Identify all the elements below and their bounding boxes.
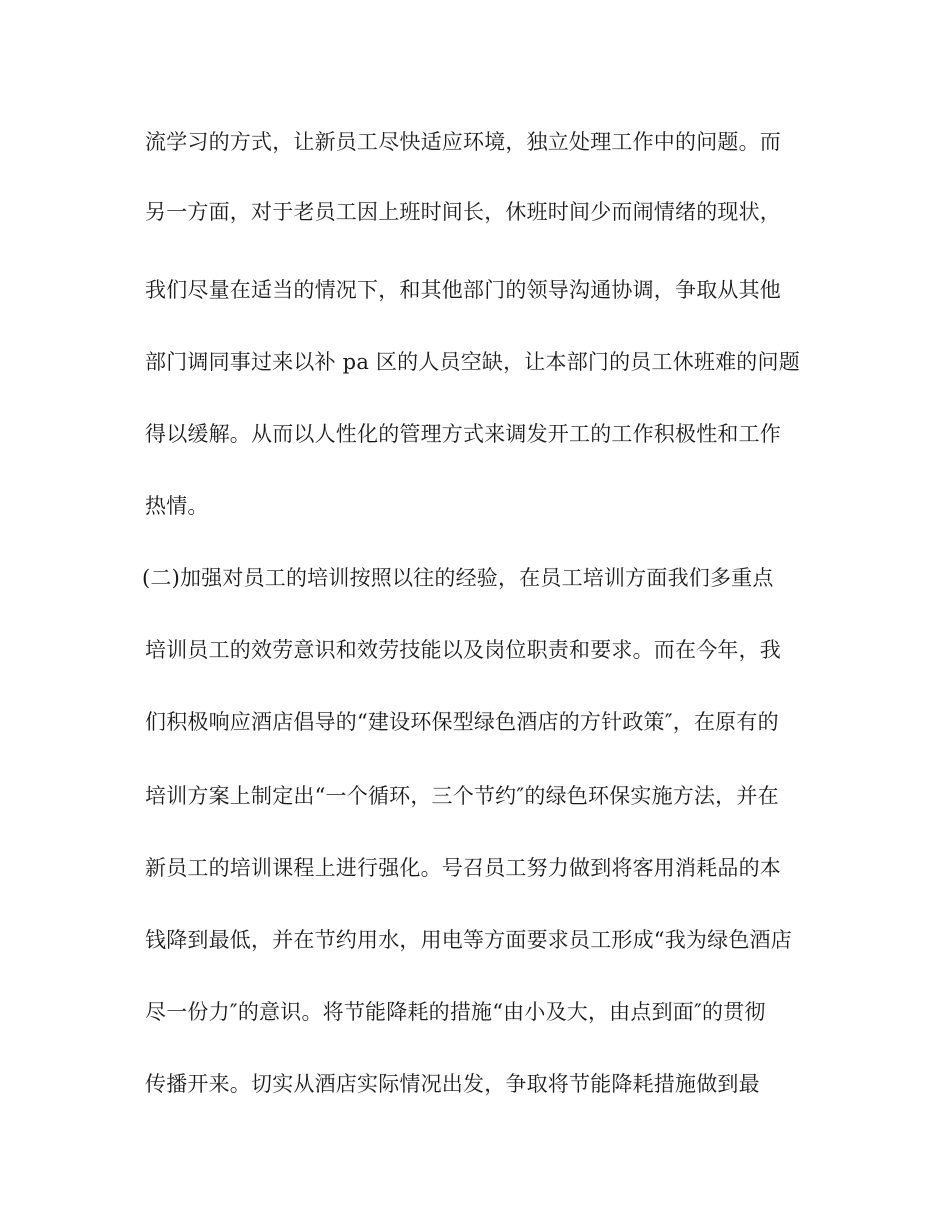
paragraph-line: 们积极响应酒店倡导的“建设环保型绿色酒店的方针政策″，在原有的 <box>145 710 779 734</box>
paragraph-line: 我们尽量在适当的情况下，和其他部门的领导沟通协调，争取从其他 <box>145 278 781 302</box>
paragraph-line: 传播开来。切实从酒店实际情况出发，争取将节能降耗措施做到最 <box>145 1072 760 1096</box>
paragraph-line: 热情。 <box>145 494 209 518</box>
paragraph-line: 部门调同事过来以补 pa 区的人员空缺，让本部门的员工休班难的问题 <box>145 350 800 374</box>
paragraph-line: 钱降到最低，并在节约用水，用电等方面要求员工形成“我为绿色酒店 <box>145 928 792 952</box>
paragraph-line: 另一方面，对于老员工因上班时间长，休班时间少而闹情绪的现状， <box>145 200 781 224</box>
paragraph-line: 培训方案上制定出“一个循环，三个节约″的绿色环保实施方法，并在 <box>145 784 779 808</box>
paragraph-line: 得以缓解。从而以人性化的管理方式来调发开工的工作积极性和工作 <box>145 422 781 446</box>
paragraph-line: 培训员工的效劳意识和效劳技能以及岗位职责和要求。而在今年，我 <box>145 638 781 662</box>
paragraph-line: 新员工的培训课程上进行强化。号召员工努力做到将客用消耗品的本 <box>145 856 781 880</box>
paragraph-line: 流学习的方式，让新员工尽快适应环境，独立处理工作中的问题。而 <box>145 130 781 154</box>
section-heading-line: (二)加强对员工的培训按照以往的经验，在员工培训方面我们多重点 <box>142 566 774 590</box>
paragraph-line: 尽一份力″的意识。将节能降耗的措施“由小及大，由点到面″的贯彻 <box>145 1000 766 1024</box>
